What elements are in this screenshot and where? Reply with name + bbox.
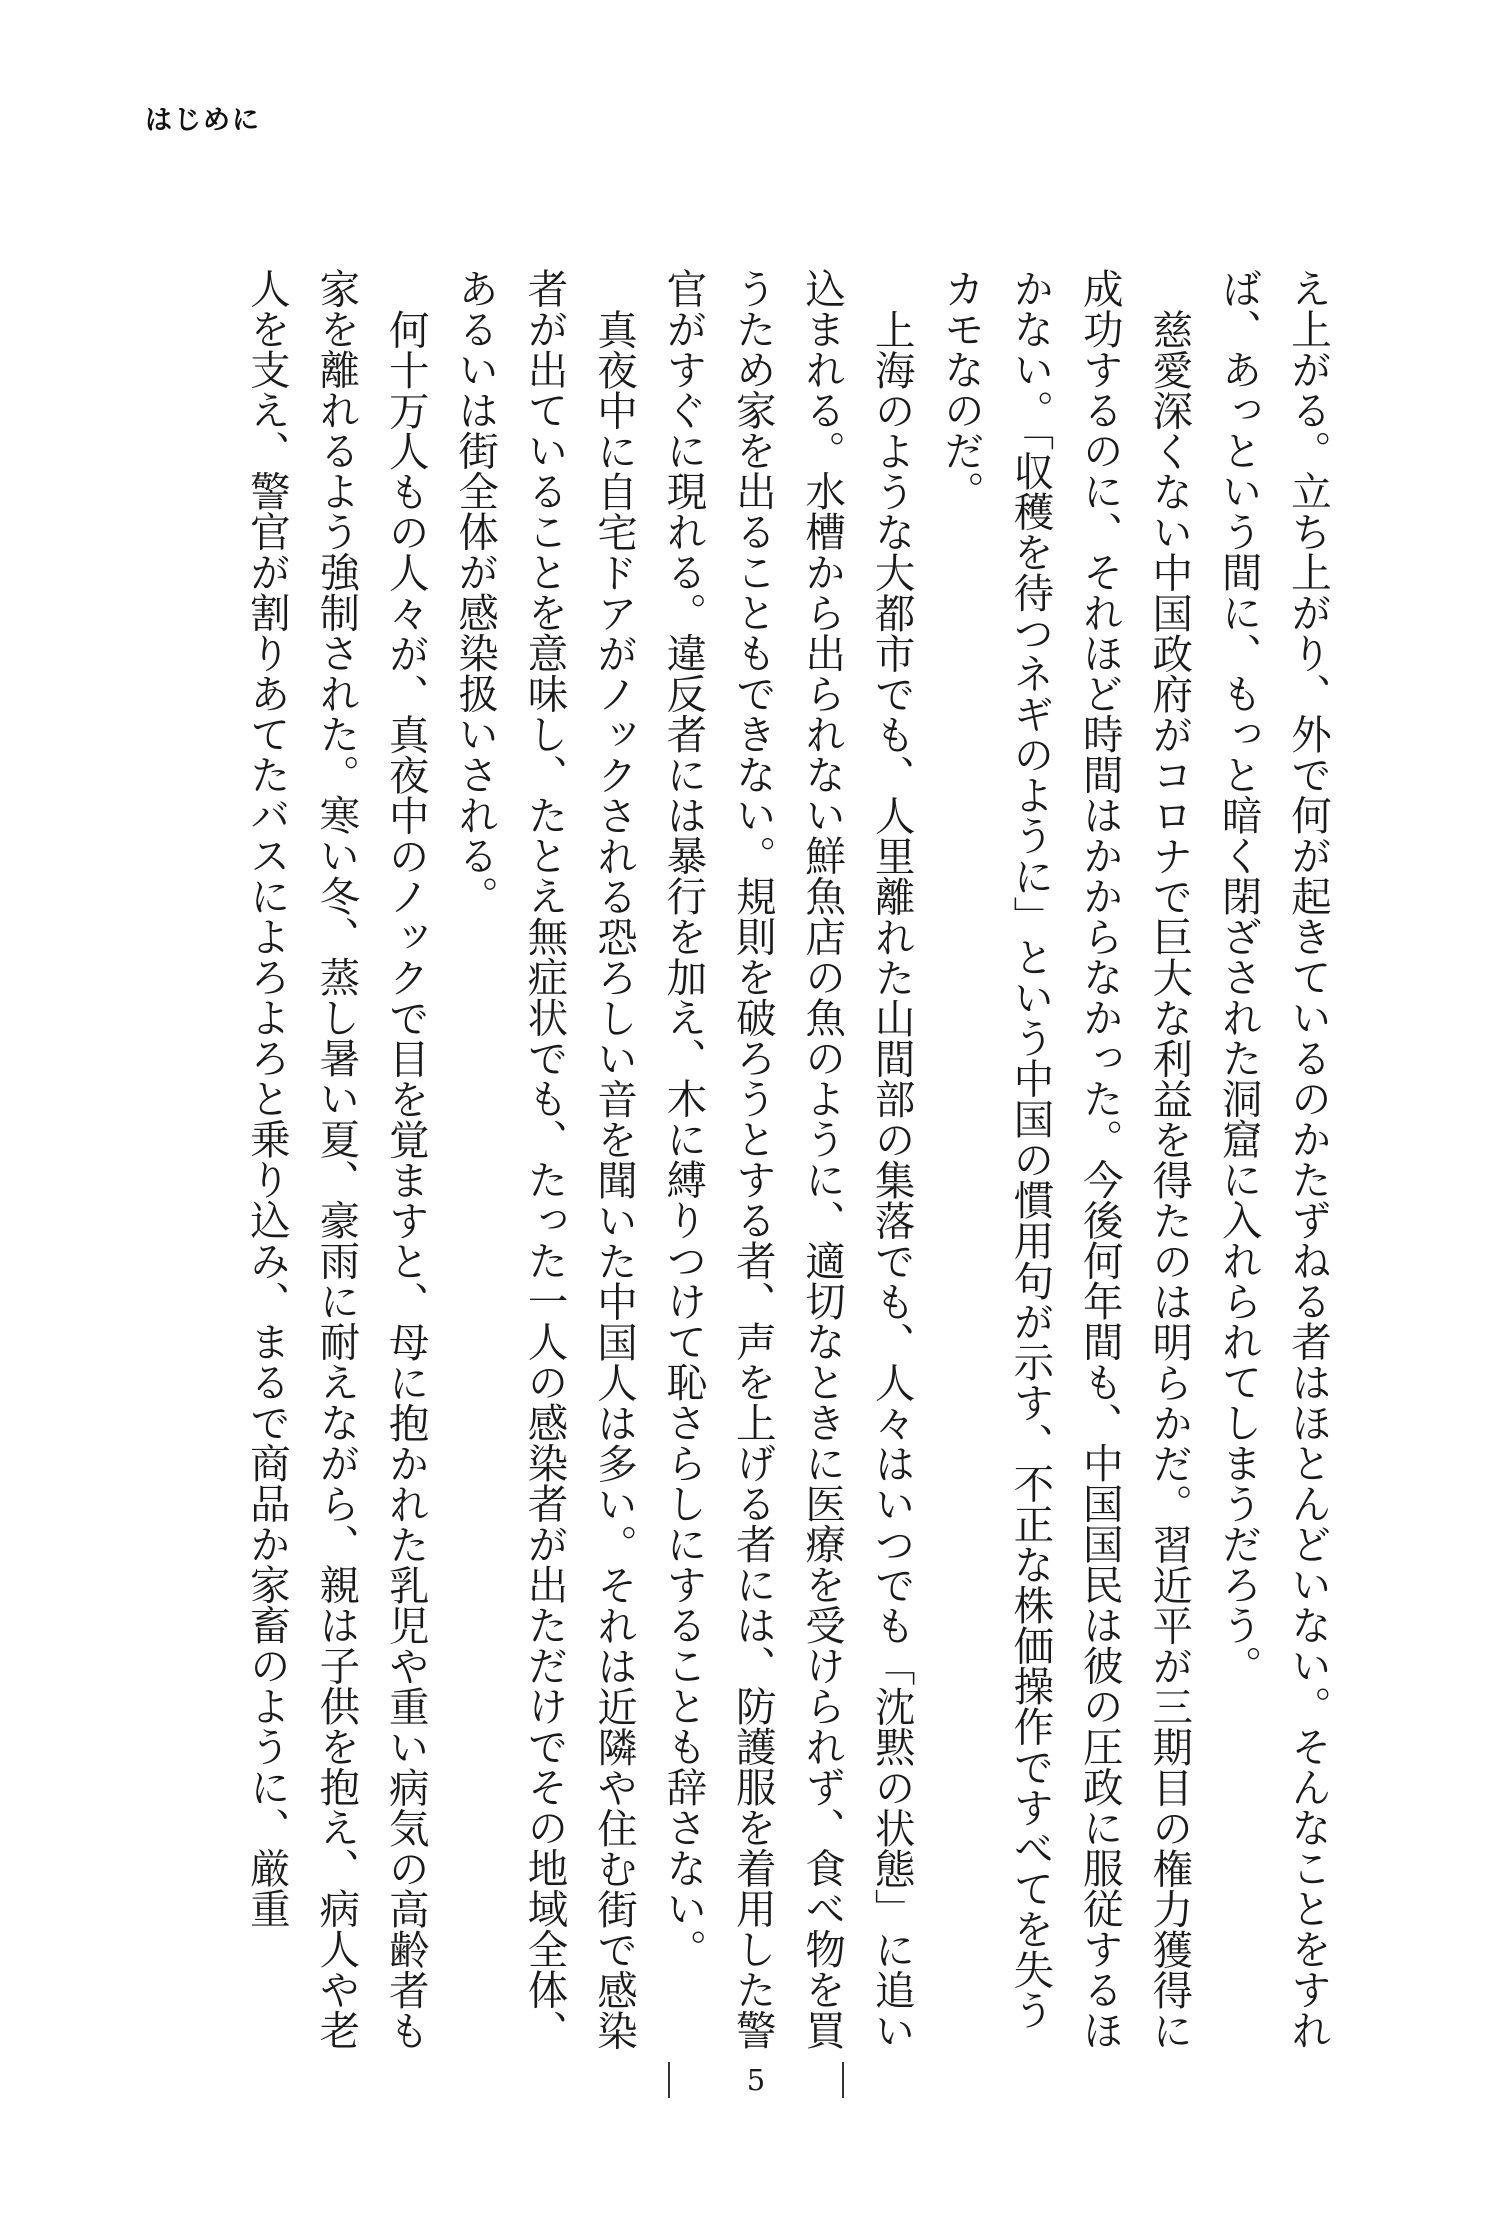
paragraph: 慈愛深くない中国政府がコロナで巨大な利益を得たのは明らかだ。習近平が三期目の権力獲得に成功するのに、それほど時間はかからなかった。今後何年間も、中国国民は彼の圧政に服従するほかない。「収穫を待つネギのように」という中国の慣用句が示す、不正な株価操作ですべてを失うカモなのだ。 [936,268,1194,2050]
running-head-title: はじめに [145,105,261,136]
paragraph: 上海のような大都市でも、人里離れた山間部の集落でも、人々はいつでも「沈黙の状態」に追い込まれる。水槽から出られない鮮魚店の魚のように、適切なときに医療を受けられず、食べ物を買うため家を出ることもできない。規則を破ろうとする者、声を上げる者には、防護服を着用した警官がすぐに現れる。違反者には暴行を加え、木に縛りつけて恥さらしにすることも辞さない。 [659,268,916,2050]
paragraph: 何十万人もの人々が、真夜中のノックで目を覚ますと、母に抱かれた乳児や重い病気の高齢者も家を離れるよう強制された。寒い冬、蒸し暑い夏、豪雨に耐えながら、親は子供を抱え、病人や老人を支え、警官が割りあてたバスによろよろと乗り込み、まるで商品か家畜のように、厳重 [242,268,430,2050]
vertical-body-text [102,268,1342,2068]
paragraph: 真夜中に自宅ドアがノックされる恐ろしい音を聞いた中国人は多い。それは近隣や住む街で感染者が出ていることを意味し、たとえ無症状でも、たった一人の感染者が出ただけでその地域全体、あるいは街全体が感染扱いされる。 [451,268,638,2050]
page-footer [0,2058,1512,2102]
folio-rule-right [842,2062,844,2098]
page-number: 5 [746,2063,766,2097]
paragraph-continued: え上がる。立ち上がり、外で何が起きているのかたずねる者はほとんどいない。そんなことをすれば、あっという間に、もっと暗く閉ざされた洞窟に入れられてしまうだろう。 [1214,268,1332,2050]
